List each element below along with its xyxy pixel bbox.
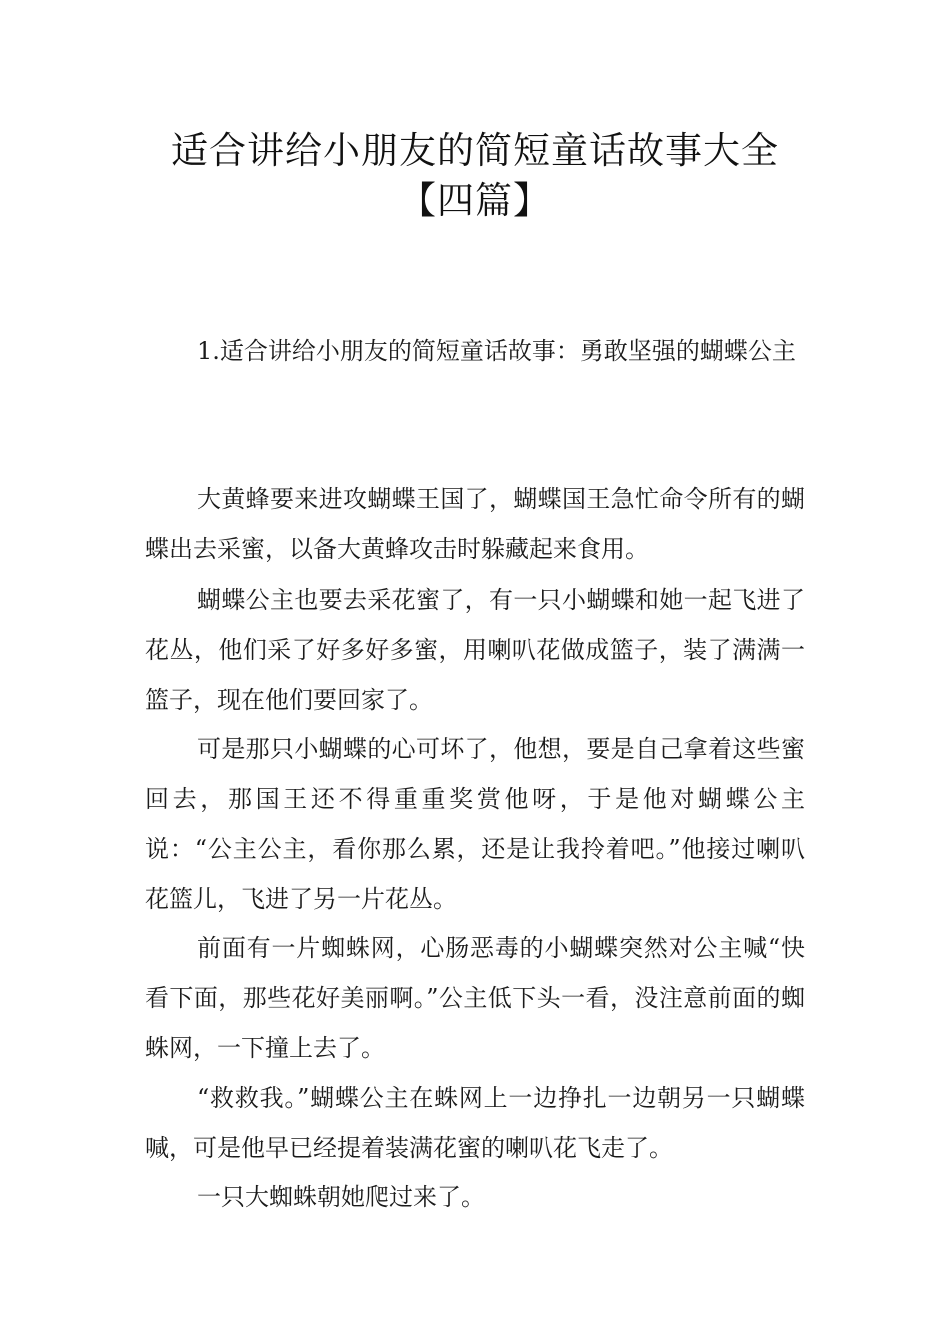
story-paragraph-3: 可是那只小蝴蝶的心可坏了，他想，要是自己拿着这些蜜回去，那国王还不得重重奖赏他呀，于是他对蝴蝶公主说：“公主公主，看你那么累，还是让我拎着吧。”他接过喇叭花篮儿，飞进了另一片花丛。 — [145, 735, 805, 913]
document-title: 适合讲给小朋友的简短童话故事大全【四篇】 — [171, 129, 779, 222]
story-paragraph-4: 前面有一片蜘蛛网，心肠恶毒的小蝴蝶突然对公主喊“快看下面，那些花好美丽啊。”公主低下头一看，没注意前面的蜘蛛网，一下撞上去了。 — [145, 934, 805, 1062]
story-paragraph-2: 蝴蝶公主也要去采花蜜了，有一只小蝴蝶和她一起飞进了花丛，他们采了好多好多蜜，用喇叭花做成篮子，装了满满一篮子，现在他们要回家了。 — [145, 586, 805, 714]
story-paragraph-6: 一只大蜘蛛朝她爬过来了。 — [197, 1183, 485, 1211]
story-paragraph-5: “救救我。”蝴蝶公主在蛛网上一边挣扎一边朝另一只蝴蝶喊，可是他早已经提着装满花蜜的喇叭花飞走了。 — [145, 1084, 805, 1162]
story-paragraph-1: 大黄蜂要来进攻蝴蝶王国了，蝴蝶国王急忙命令所有的蝴蝶出去采蜜，以备大黄蜂攻击时躲藏起来食用。 — [145, 485, 805, 563]
section-heading: 1.适合讲给小朋友的简短童话故事：勇敢坚强的蝴蝶公主 — [197, 337, 796, 365]
